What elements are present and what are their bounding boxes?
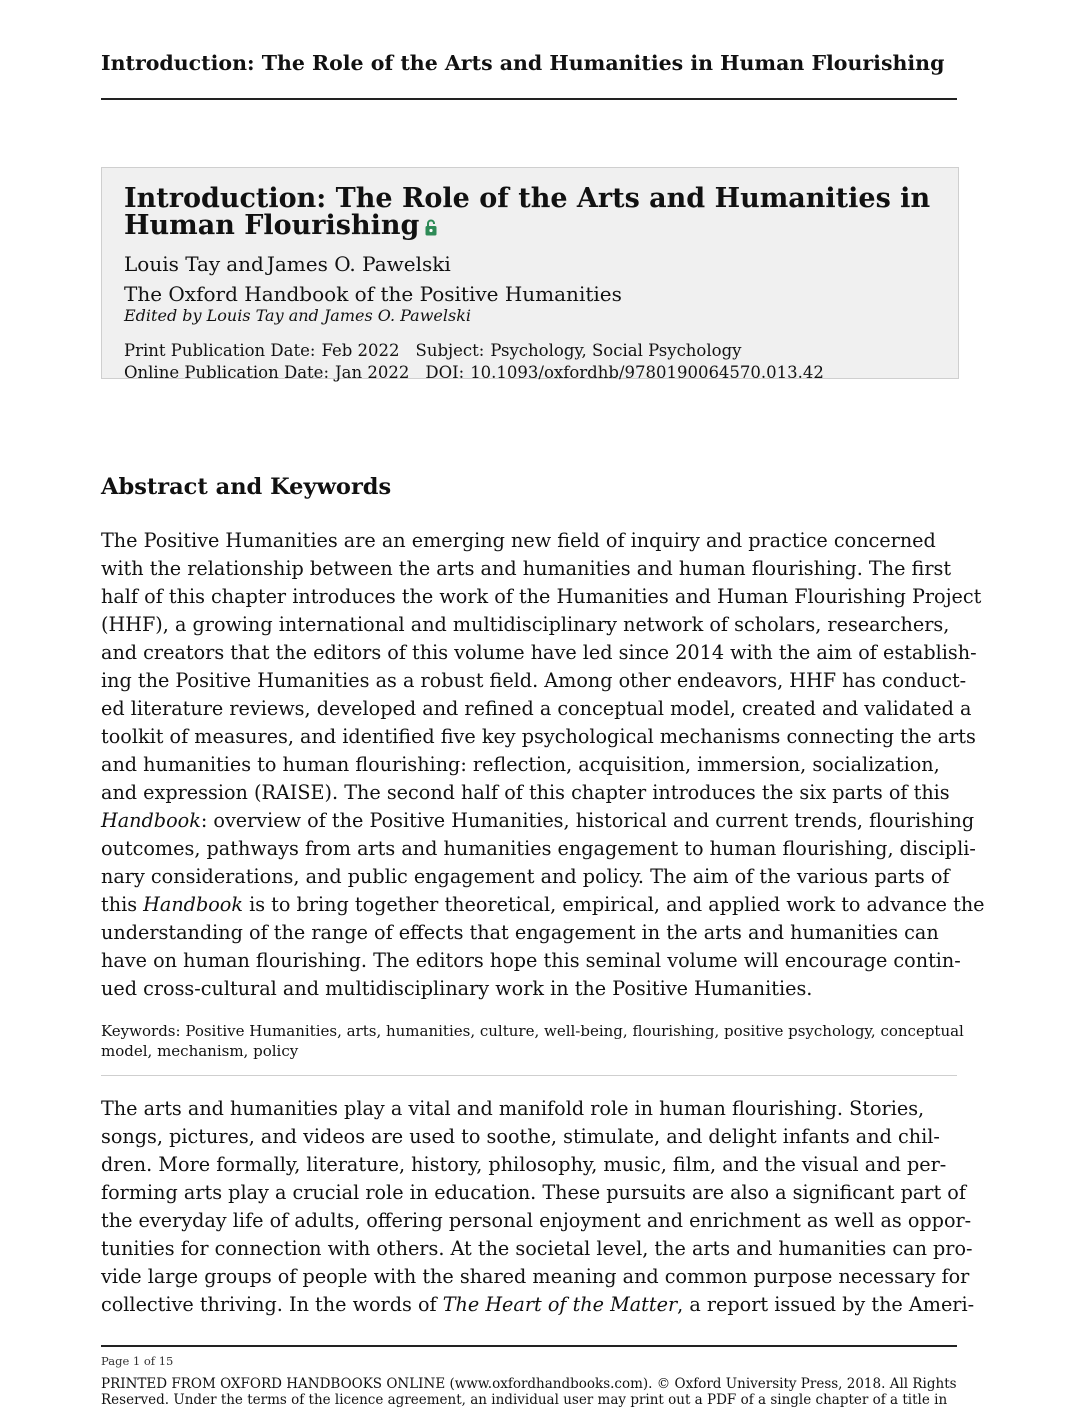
abstract-line: toolkit of measures, and identified five key psychological mechanisms connecting the arts xyxy=(101,725,976,748)
abstract-line xyxy=(101,891,985,919)
abstract-line: and expression (RAISE). The second half of this chapter introduces the six parts of this xyxy=(101,781,950,804)
keywords-line[interactable]: model, mechanism, policy xyxy=(101,1042,299,1060)
body-line: forming arts play a crucial role in education. These pursuits are also a significant part of xyxy=(101,1181,966,1204)
abstract-line: ing the Positive Humanities as a robust field. Among other endeavors, HHF has conduct- xyxy=(101,669,967,692)
print-date-label: Print Publication Date: xyxy=(124,341,316,360)
abstract-line: understanding of the range of effects that engagement in the arts and humanities can xyxy=(101,921,939,944)
online-date-label: Online Publication Date: xyxy=(124,363,330,382)
abstract-line: ed literature reviews, developed and refined a conceptual model, created and validated a xyxy=(101,697,972,720)
abstract-line: nary considerations, and public engagement and policy. The aim of the various parts of xyxy=(101,865,950,888)
body-line-text: collective thriving. In the words of xyxy=(101,1293,443,1316)
subject-label: Subject: xyxy=(415,341,485,360)
body-line-text: , a report issued by the Ameri- xyxy=(677,1293,975,1316)
abstract-line-text: is to bring together theoretical, empirical, and applied work to advance the xyxy=(242,893,985,916)
body-line: vide large groups of people with the shared meaning and common purpose necessary for xyxy=(101,1265,970,1288)
footer-line: Reserved. Under the terms of the licence agreement, an individual user may print out a PDF of a single chapter of a title in xyxy=(101,1392,948,1408)
header-rule xyxy=(101,98,957,100)
report-title: The Heart of the Matter xyxy=(442,1293,678,1316)
abstract-line-text: : overview of the Positive Humanities, historical and current trends, flourishing xyxy=(200,809,975,832)
chapter-title-line xyxy=(124,212,936,241)
running-head: Introduction: The Role of the Arts and Humanities in Human Flourishing xyxy=(101,51,945,75)
print-date-value: Feb 2022 xyxy=(321,341,400,360)
doi-label: DOI: xyxy=(425,363,465,382)
body-paragraph xyxy=(101,1095,975,1319)
book-reference: Handbook xyxy=(101,809,201,832)
footer-line: PRINTED FROM OXFORD HANDBOOKS ONLINE (www.oxfordhandbooks.com). © Oxford University Press, 2018. All Rights xyxy=(101,1376,957,1392)
open-access-lock-icon xyxy=(425,214,437,241)
doi-value[interactable]: 10.1093/oxfordhb/9780190064570.013.42 xyxy=(470,363,824,382)
book-reference: Handbook xyxy=(143,893,243,916)
chapter-title-line: Introduction: The Role of the Arts and Humanities in xyxy=(124,183,931,214)
body-line: tunities for connection with others. At the societal level, the arts and humanities can pro- xyxy=(101,1237,973,1260)
keywords xyxy=(101,1021,964,1061)
keywords-label: Keywords: xyxy=(101,1022,181,1040)
edited-by: Edited by Louis Tay and James O. Pawelski xyxy=(124,306,472,325)
footer-notice xyxy=(101,1376,957,1408)
abstract-line xyxy=(101,807,975,835)
author-link[interactable]: Louis Tay xyxy=(124,252,221,276)
chapter-metadata-box xyxy=(101,167,959,382)
abstract-line: ued cross-cultural and multidisciplinary work in the Positive Humanities. xyxy=(101,977,813,1000)
abstract-line: half of this chapter introduces the work of the Humanities and Human Flourishing Project xyxy=(101,585,982,608)
body-line: songs, pictures, and videos are used to soothe, stimulate, and delight infants and chil- xyxy=(101,1125,940,1148)
keywords-line xyxy=(101,1021,964,1041)
abstract-line: (HHF), a growing international and multidisciplinary network of scholars, researchers, xyxy=(101,613,950,636)
abstract-heading: Abstract and Keywords xyxy=(101,474,392,500)
body-line: dren. More formally, literature, history, philosophy, music, film, and the visual and per- xyxy=(101,1153,947,1176)
chapter-title-line-text: Human Flourishing xyxy=(124,210,420,241)
abstract-line: with the relationship between the arts and humanities and human flourishing. The first xyxy=(101,557,952,580)
online-publication-line xyxy=(124,362,936,384)
footer-rule xyxy=(101,1345,957,1347)
abstract-line: outcomes, pathways from arts and humanities engagement to human flourishing, discipli- xyxy=(101,837,976,860)
page-number: Page 1 of 15 xyxy=(101,1354,174,1368)
body-line xyxy=(101,1291,975,1319)
author-link[interactable]: James O. Pawelski xyxy=(266,252,451,276)
subject-value[interactable]: Psychology, Social Psychology xyxy=(490,341,742,360)
print-publication-line xyxy=(124,340,936,362)
abstract-line: and humanities to human flourishing: reflection, acquisition, immersion, socialization, xyxy=(101,753,940,776)
keywords-list[interactable]: Positive Humanities, arts, humanities, culture, well-being, flourishing, positive psychology, conceptual xyxy=(185,1022,964,1040)
abstract-line-text: this xyxy=(101,893,144,916)
chapter-title xyxy=(124,185,936,241)
author-separator: and xyxy=(226,252,264,276)
authors xyxy=(124,252,936,276)
body-line: the everyday life of adults, offering personal enjoyment and enrichment as well as oppor- xyxy=(101,1209,972,1232)
abstract-line: and creators that the editors of this volume have led since 2014 with the aim of establish- xyxy=(101,641,977,664)
book-title[interactable]: The Oxford Handbook of the Positive Humanities xyxy=(124,282,622,306)
abstract-paragraph xyxy=(101,527,985,1003)
online-date-value: Jan 2022 xyxy=(335,363,410,382)
abstract-line: have on human flourishing. The editors hope this seminal volume will encourage contin- xyxy=(101,949,961,972)
body-line: The arts and humanities play a vital and manifold role in human flourishing. Stories, xyxy=(101,1097,925,1120)
keywords-divider xyxy=(101,1075,957,1076)
abstract-line: The Positive Humanities are an emerging new field of inquiry and practice concerned xyxy=(101,529,936,552)
